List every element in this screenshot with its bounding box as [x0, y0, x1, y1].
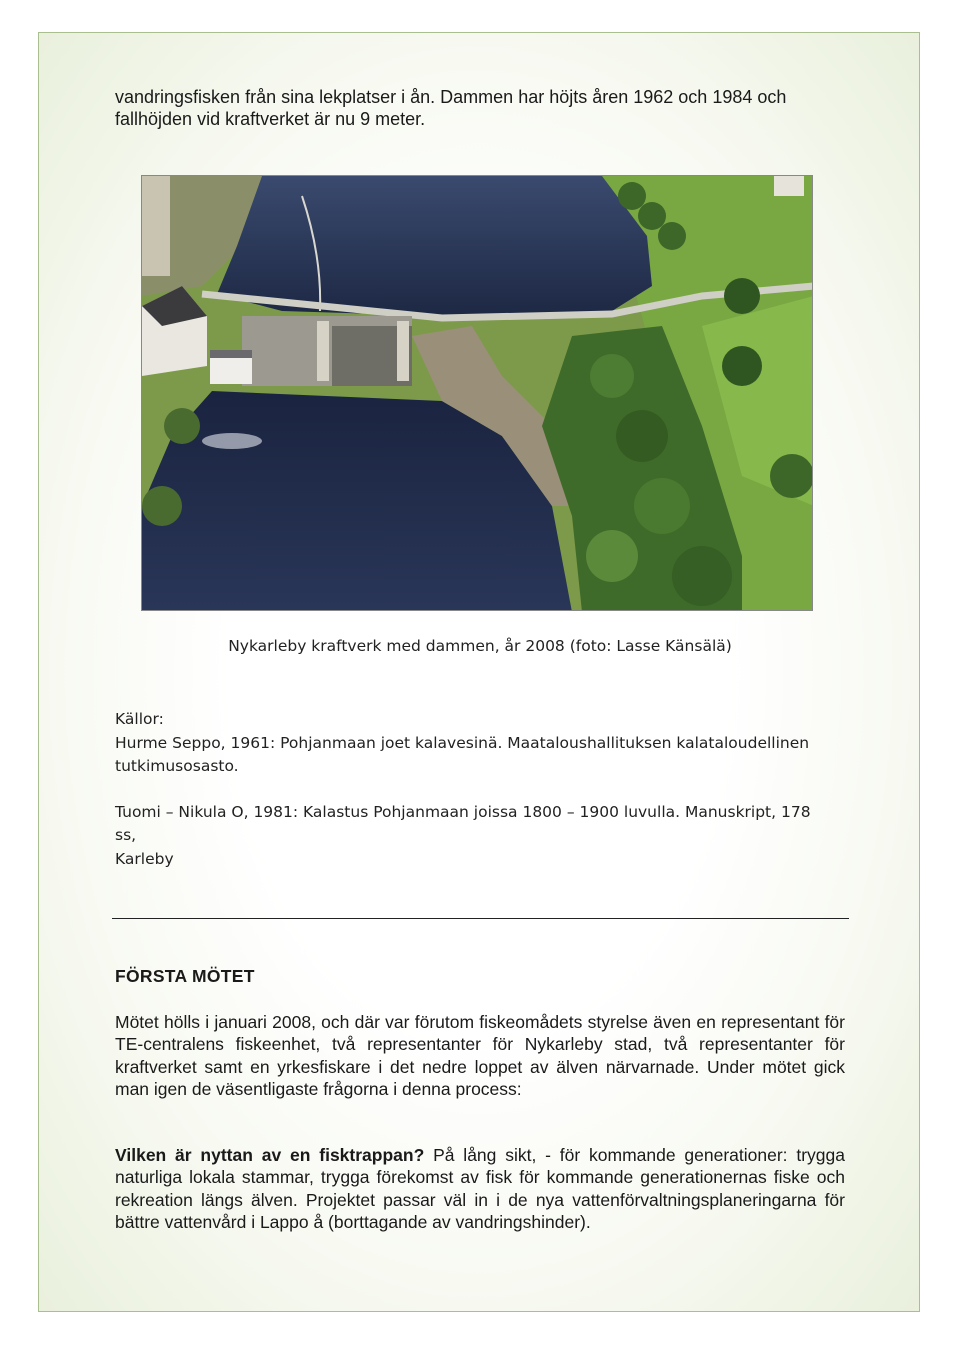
- section-heading: FÖRSTA MÖTET: [115, 966, 255, 986]
- source-reference-2: [115, 801, 855, 872]
- intro-line-1: vandringsfisken från sina lekplatser i ån. Dammen har höjts åren 1962 och 1984 och: [115, 87, 787, 107]
- section-divider: [112, 918, 849, 919]
- intro-line-2: fallhöjden vid kraftverket är nu 9 meter.: [115, 109, 426, 129]
- benefit-answer: På lång sikt, - för kommande generationer: trygga naturliga lokala stammar, trygga förekomst av fisk för kommande generationernas fiske och rekreation längs älven. Projektet passar väl in i de nya vattenförvaltningsplaneringarna för bättre vattenvård i Lappo å (borttagande av vandringshinder).: [115, 1145, 845, 1232]
- meeting-paragraph: Mötet hölls i januari 2008, och där var förutom fiskeomådets styrelse även en representant för TE-centralens fiskeenhet, två representanter för Nykarleby stad, två representanter för kraftverket samt en yrkesfiskare i det nedre loppet av älven närvarnade. Under mötet gick man igen de väsentligaste frågorna i denna process:: [115, 1012, 845, 1099]
- aerial-photo-drawing: [142, 176, 813, 611]
- source-reference-2-line-2: ss,: [115, 826, 137, 844]
- benefit-paragraph: [115, 1144, 845, 1233]
- sources-section: [115, 708, 855, 871]
- intro-text: [115, 86, 855, 130]
- aerial-photo-power-plant: [141, 175, 813, 611]
- source-reference-2-line-1: Tuomi – Nikula O, 1981: Kalastus Pohjanmaan joissa 1800 – 1900 luvulla. Manuskript, 178: [115, 802, 811, 821]
- sources-label: Källor:: [115, 710, 164, 728]
- benefit-question: Vilken är nyttan av en fisktrappan?: [115, 1145, 425, 1165]
- photo-caption: Nykarleby kraftverk med dammen, år 2008 (foto: Lasse Känsälä): [228, 637, 732, 655]
- source-reference-2-line-3: Karleby: [115, 849, 174, 868]
- source-reference-1: Hurme Seppo, 1961: Pohjanmaan joet kalavesinä. Maataloushallituksen kalataloudellinen tutkimusosasto.: [115, 733, 810, 775]
